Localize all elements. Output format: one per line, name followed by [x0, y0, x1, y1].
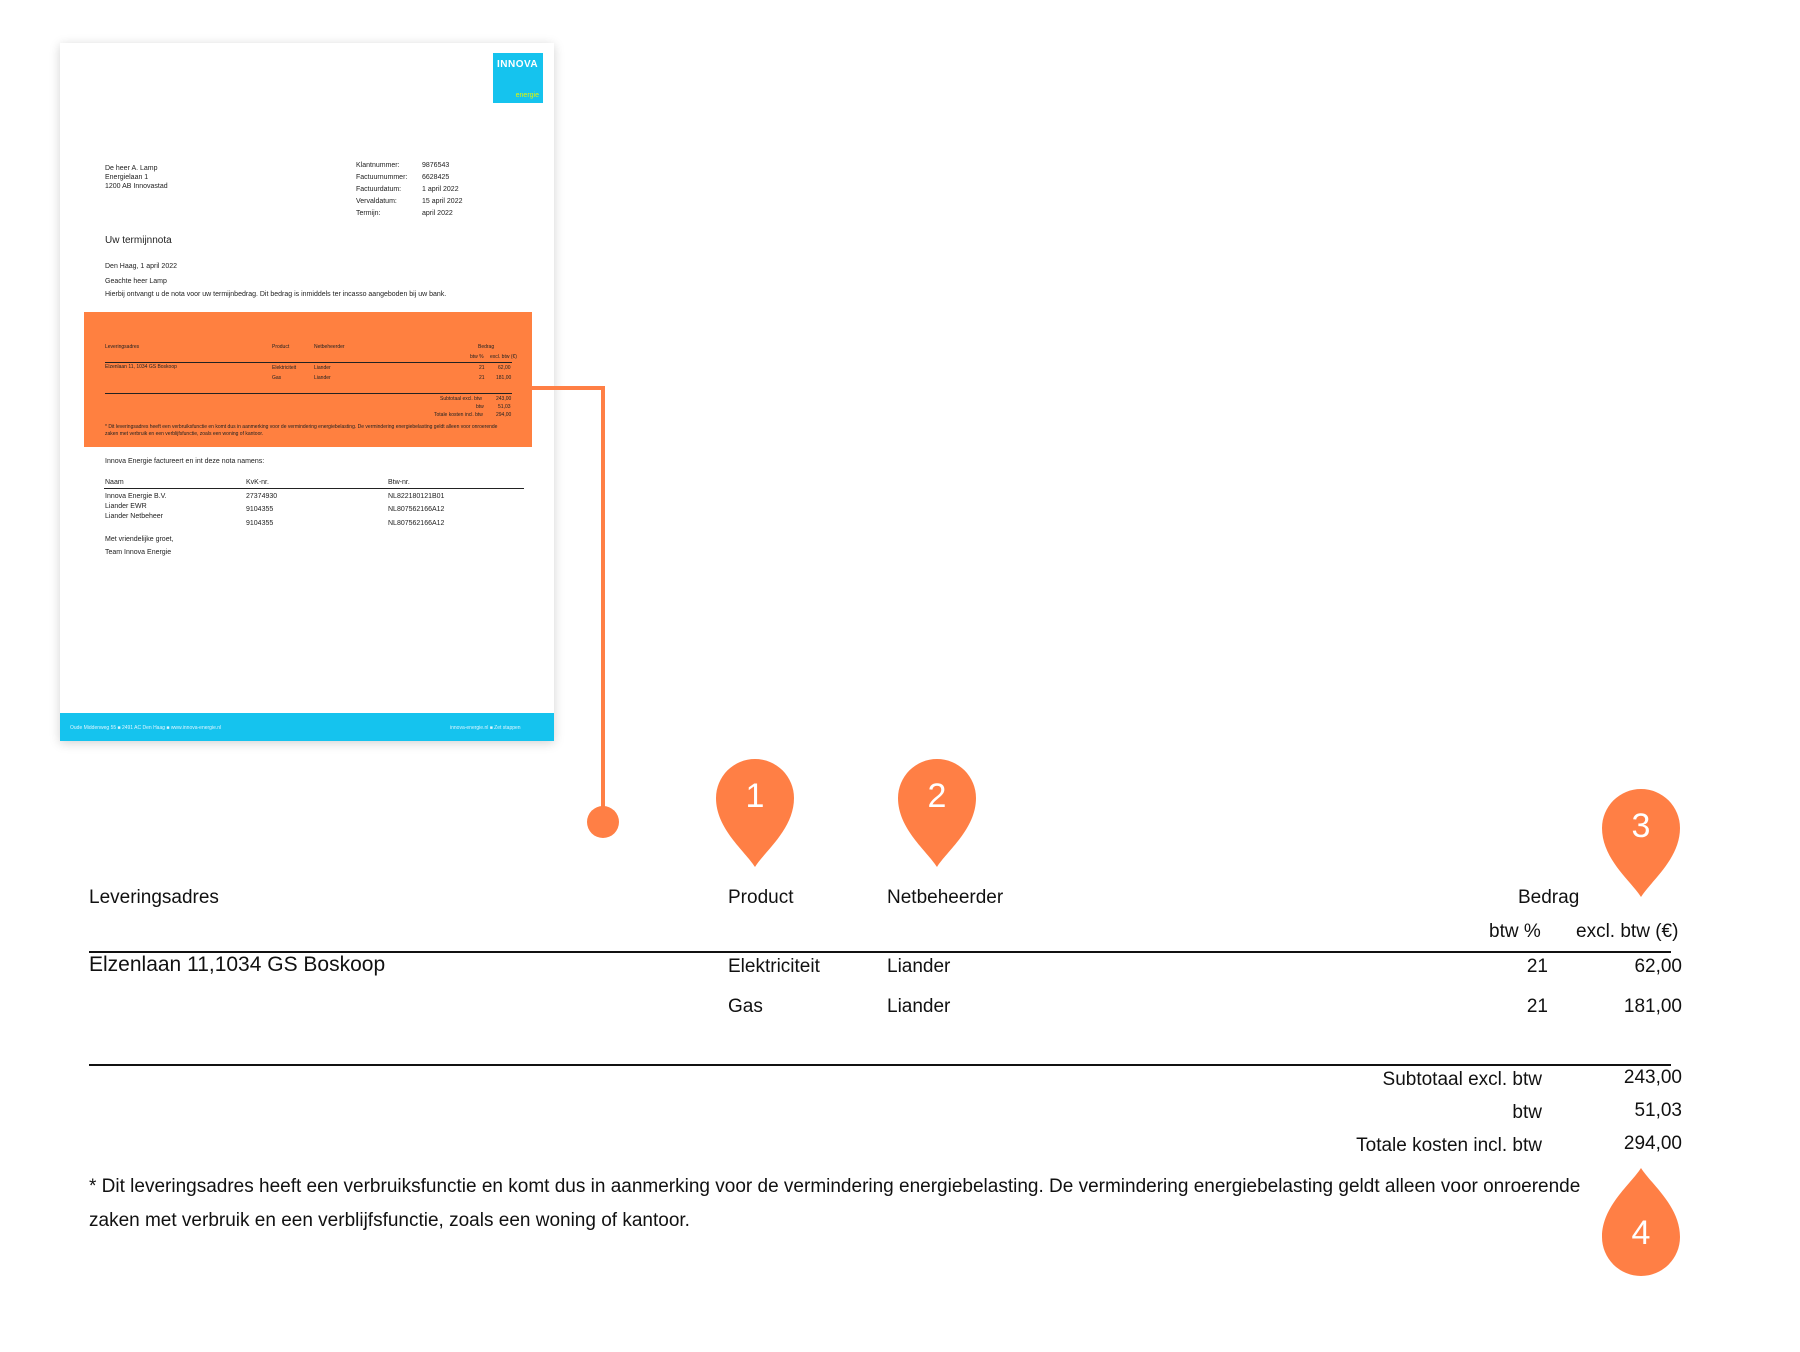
- thumb-total-value: 243,00: [496, 396, 512, 402]
- thumb-h-amount: Bedrag: [478, 344, 495, 350]
- thumb-company-name: Liander Netbeheer: [105, 513, 163, 520]
- header-netbeheerder: Netbeheerder: [887, 887, 1004, 908]
- header-product: Product: [728, 887, 794, 908]
- thumb-row-vat: 21: [479, 375, 485, 381]
- thumb-company-name: Innova Energie B.V.: [105, 493, 167, 500]
- pin-marker-2: [898, 759, 976, 867]
- thumb-company-title: Innova Energie factureert en int deze nota namens:: [105, 458, 265, 465]
- meta-label: Factuurnummer:: [356, 174, 408, 181]
- connector-line: [531, 386, 605, 390]
- thumb-row-amount: 181,00: [496, 375, 512, 381]
- thumb-total-value: 294,00: [496, 412, 512, 418]
- thumb-company-btw: NL807562166A12: [388, 506, 445, 513]
- row-product: Gas: [728, 996, 763, 1017]
- row-grid-operator: Liander: [887, 956, 951, 977]
- thumb-company-rule: [104, 488, 524, 489]
- thumb-h-address: Leveringsadres: [105, 344, 140, 350]
- meta-value: 9876543: [422, 162, 450, 169]
- thumb-col-btw: Btw-nr.: [388, 479, 410, 486]
- row-vat: 21: [1526, 956, 1548, 977]
- thumb-row-product: Elektriciteit: [272, 365, 297, 371]
- subtotal-label: Subtotaal excl. btw: [1382, 1069, 1542, 1090]
- thumb-signature: Team Innova Energie: [105, 549, 172, 556]
- thumb-company-kvk: 9104355: [246, 520, 274, 527]
- thumb-greeting: Geachte heer Lamp: [105, 278, 167, 285]
- connector-dot: [587, 806, 619, 838]
- thumb-company-kvk: 27374930: [246, 493, 278, 500]
- thumb-total-value: 51,03: [498, 404, 511, 410]
- invoice-thumbnail: [60, 43, 554, 741]
- address-line: Energielaan 1: [105, 174, 149, 181]
- thumb-note-line: * Dit leveringsadres heeft een verbruiksfunctie en komt dus in aanmerking voor de vermindering energiebelasting. De vermindering energiebelasting geldt alleen voor onroerende: [105, 424, 498, 430]
- row-grid-operator: Liander: [887, 996, 951, 1017]
- thumb-h-excl: excl. btw (€): [490, 354, 517, 360]
- thumb-row-product: Gas: [272, 375, 282, 381]
- pin-marker-3: [1602, 789, 1680, 897]
- logo-text-bottom: energie: [515, 92, 539, 99]
- thumb-company-btw: NL822180121B01: [388, 493, 445, 500]
- logo-text-top: INNOVA: [497, 59, 539, 70]
- pin-marker-1: [716, 759, 794, 867]
- row-vat: 21: [1526, 996, 1548, 1017]
- address-line: De heer A. Lamp: [105, 165, 158, 172]
- meta-value: 15 april 2022: [422, 198, 463, 205]
- thumb-company-kvk: 9104355: [246, 506, 274, 513]
- meta-label: Vervaldatum:: [356, 198, 397, 205]
- row-amount: 62,00: [1634, 956, 1682, 977]
- thumb-table-rule: [105, 362, 512, 363]
- vat-value: 51,03: [1634, 1100, 1682, 1121]
- thumb-address: Elzenlaan 11, 1034 GS Boskoop: [105, 364, 177, 370]
- pin-number: 2: [927, 777, 947, 815]
- pin-number: 3: [1631, 807, 1651, 845]
- thumb-intro: Hierbij ontvangt u de nota voor uw termijnbedrag. Dit bedrag is inmiddels ter incasso aangeboden bij uw bank.: [105, 291, 447, 298]
- thumb-footer: [60, 713, 554, 741]
- meta-value: 1 april 2022: [422, 186, 459, 193]
- thumb-row-amount: 62,00: [498, 365, 511, 371]
- thumb-total-label: Subtotaal excl. btw: [440, 396, 482, 402]
- highlighted-table-section: [84, 312, 532, 447]
- thumb-row-vat: 21: [479, 365, 485, 371]
- footnote-line: zaken met verbruik en een verblijfsfunctie, zoals een woning of kantoor.: [89, 1210, 690, 1231]
- meta-label: Termijn:: [356, 210, 381, 217]
- total-incl-label: Totale kosten incl. btw: [1356, 1135, 1542, 1156]
- thumb-col-name: Naam: [105, 479, 124, 486]
- innova-logo: [493, 53, 543, 103]
- row-amount: 181,00: [1623, 996, 1682, 1017]
- delivery-address: Elzenlaan 11,1034 GS Boskoop: [89, 953, 386, 976]
- vat-label: btw: [1512, 1102, 1542, 1123]
- thumb-date-line: Den Haag, 1 april 2022: [105, 263, 177, 270]
- header-bedrag: Bedrag: [1518, 887, 1580, 908]
- footnote: [89, 1170, 1669, 1238]
- connector-line: [601, 386, 605, 820]
- thumb-company-btw: NL807562166A12: [388, 520, 445, 527]
- thumb-footer-left: Oude Middenweg 55 ■ 2491 AC Den Haag ■ www.innova-energie.nl: [70, 725, 222, 731]
- thumb-col-kvk: KvK-nr.: [246, 479, 269, 486]
- thumb-total-label: Totale kosten incl. btw: [434, 412, 483, 418]
- footnote-line: * Dit leveringsadres heeft een verbruiksfunctie en komt dus in aanmerking voor de vermindering energiebelasting. De vermindering energiebelasting geldt alleen voor onroerende: [89, 1176, 1581, 1197]
- table-totals-rule: [89, 1064, 1671, 1066]
- thumb-company-name: Liander EWR: [105, 503, 147, 510]
- thumb-title: Uw termijnnota: [105, 235, 172, 246]
- row-product: Elektriciteit: [728, 956, 820, 977]
- total-incl-value: 294,00: [1623, 1133, 1682, 1154]
- thumb-closing: Met vriendelijke groet,: [105, 536, 174, 543]
- thumb-h-vat: btw %: [470, 354, 484, 360]
- header-excl-btw: excl. btw (€): [1576, 921, 1679, 942]
- pin-number: 4: [1631, 1214, 1651, 1252]
- meta-label: Klantnummer:: [356, 162, 400, 169]
- thumb-row-grid: Liander: [314, 375, 331, 381]
- thumb-row-grid: Liander: [314, 365, 331, 371]
- thumb-h-grid: Netbeheerder: [314, 344, 345, 350]
- meta-label: Factuurdatum:: [356, 186, 402, 193]
- thumb-total-label: btw: [476, 404, 484, 410]
- header-leveringsadres: Leveringsadres: [89, 887, 219, 908]
- meta-value: 6628425: [422, 174, 450, 181]
- meta-value: april 2022: [422, 210, 453, 217]
- thumb-note-line: zaken met verbruik en een verblijfsfunctie, zoals een woning of kantoor.: [105, 431, 264, 437]
- thumb-table-rule: [105, 393, 512, 394]
- pin-number: 1: [745, 777, 765, 815]
- subtotal-value: 243,00: [1623, 1067, 1682, 1088]
- thumb-footer-right: innova-energie.nl ■ Zet stappen: [450, 725, 521, 731]
- thumb-h-product: Product: [272, 344, 290, 350]
- header-btw-percent: btw %: [1489, 921, 1541, 942]
- address-line: 1200 AB Innovastad: [105, 183, 168, 190]
